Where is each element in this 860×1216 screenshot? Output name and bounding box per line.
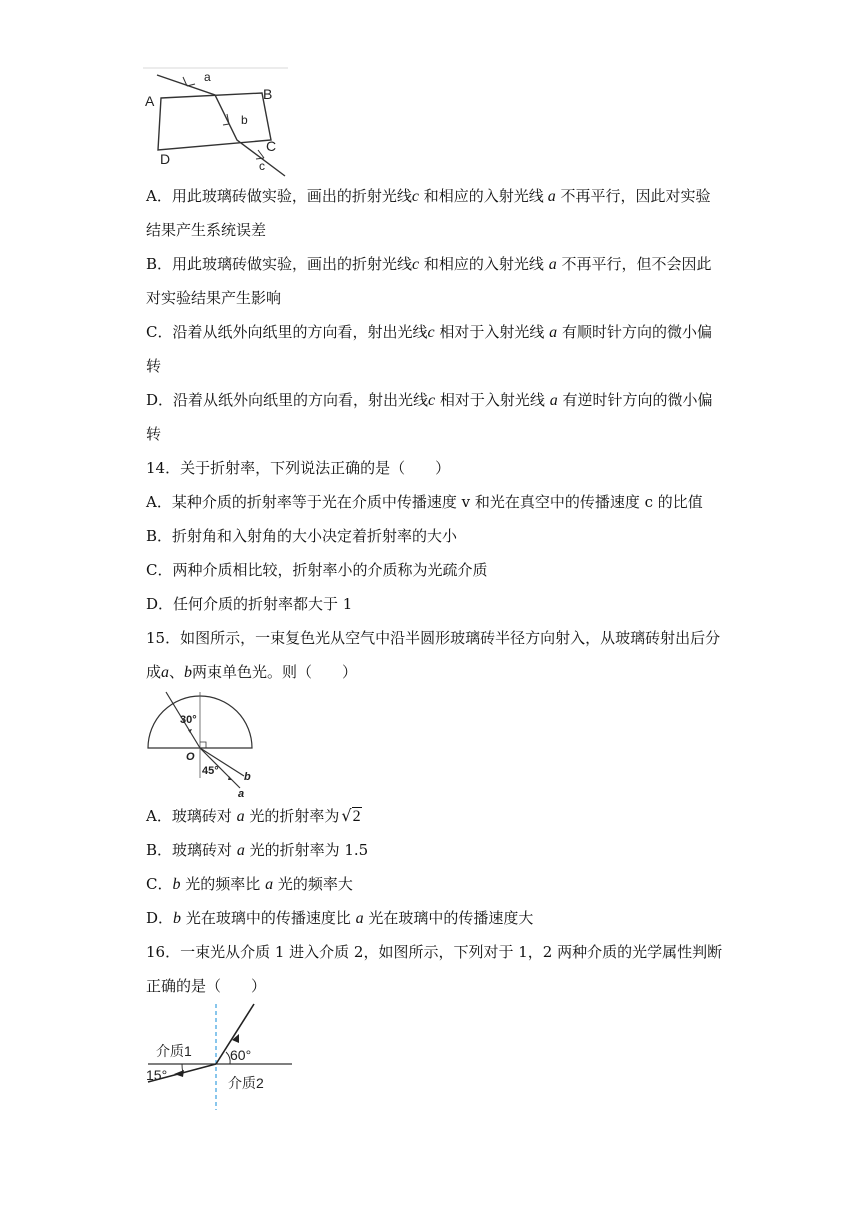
q13-option-A-line2: 结果产生系统误差: [146, 221, 267, 239]
q13-option-A-line1: A．用此玻璃砖做实验，画出的折射光线c 和相应的入射光线 a 不再平行，因此对实验: [146, 187, 711, 205]
q15-option-D: D．b 光在玻璃中的传播速度比 a 光在玻璃中的传播速度大: [146, 909, 534, 927]
q16-stem-line2: 正确的是（ ）: [146, 977, 267, 995]
origin-label: O: [186, 751, 195, 763]
label-a: a: [204, 70, 211, 84]
q15-option-B: B．玻璃砖对 a 光的折射率为 1.5: [146, 841, 369, 859]
label-D: D: [160, 151, 171, 167]
medium-interface-figure: [144, 1002, 304, 1112]
q14-option-C: C．两种介质相比较，折射率小的介质称为光疏介质: [146, 561, 488, 579]
q16-stem-line1: 16．一束光从介质 1 进入介质 2，如图所示，下列对于 1，2 两种介质的光学属性判断: [146, 943, 723, 961]
medium1-label: 介质1: [156, 1043, 192, 1059]
q15-option-C: C．b 光的频率比 a 光的频率大: [146, 875, 353, 893]
semicircle-glass-figure: [144, 688, 254, 798]
angle-15: 15°: [146, 1067, 168, 1083]
q14-option-D: D．任何介质的折射率都大于 1: [146, 595, 353, 613]
angle-45: 45°: [202, 765, 219, 777]
label-A: A: [145, 93, 155, 109]
q14-stem: 14．关于折射率，下列说法正确的是（ ）: [146, 459, 451, 477]
label-C: C: [266, 138, 277, 154]
label-c: c: [259, 159, 265, 173]
label-B: B: [263, 86, 273, 102]
q13-option-B-line2: 对实验结果产生影响: [146, 289, 282, 307]
q15-stem-line2: 成a、b两束单色光。则（ ）: [146, 663, 358, 681]
label-b: b: [241, 113, 248, 127]
medium2-label: 介质2: [228, 1075, 264, 1091]
q15-stem-line1: 15．如图所示，一束复色光从空气中沿半圆形玻璃砖半径方向射入，从玻璃砖射出后分: [146, 629, 721, 647]
q13-option-C-line1: C．沿着从纸外向纸里的方向看，射出光线c 相对于入射光线 a 有顺时针方向的微小偏: [146, 323, 712, 341]
ray-a-label: a: [238, 788, 245, 800]
q14-option-A: A．某种介质的折射率等于光在介质中传播速度 v 和光在真空中的传播速度 c 的比值: [146, 493, 703, 511]
angle-60: 60°: [230, 1047, 252, 1063]
q13-option-D-line2: 转: [146, 425, 162, 443]
glass-brick-shape: [158, 93, 271, 150]
ray-b-label: b: [244, 771, 251, 783]
q15-option-A: A．玻璃砖对 a 光的折射率为 √2: [146, 806, 361, 825]
q13-option-C-line2: 转: [146, 357, 162, 375]
glass-brick-figure: [143, 66, 293, 176]
q13-option-D-line1: D．沿着从纸外向纸里的方向看，射出光线c 相对于入射光线 a 有逆时针方向的微小偏: [146, 391, 713, 409]
q13-option-B-line1: B．用此玻璃砖做实验，画出的折射光线c 和相应的入射光线 a 不再平行，但不会因此: [146, 255, 712, 273]
angle-30: 30°: [180, 714, 197, 726]
q14-option-B: B．折射角和入射角的大小决定着折射率的大小: [146, 527, 458, 545]
